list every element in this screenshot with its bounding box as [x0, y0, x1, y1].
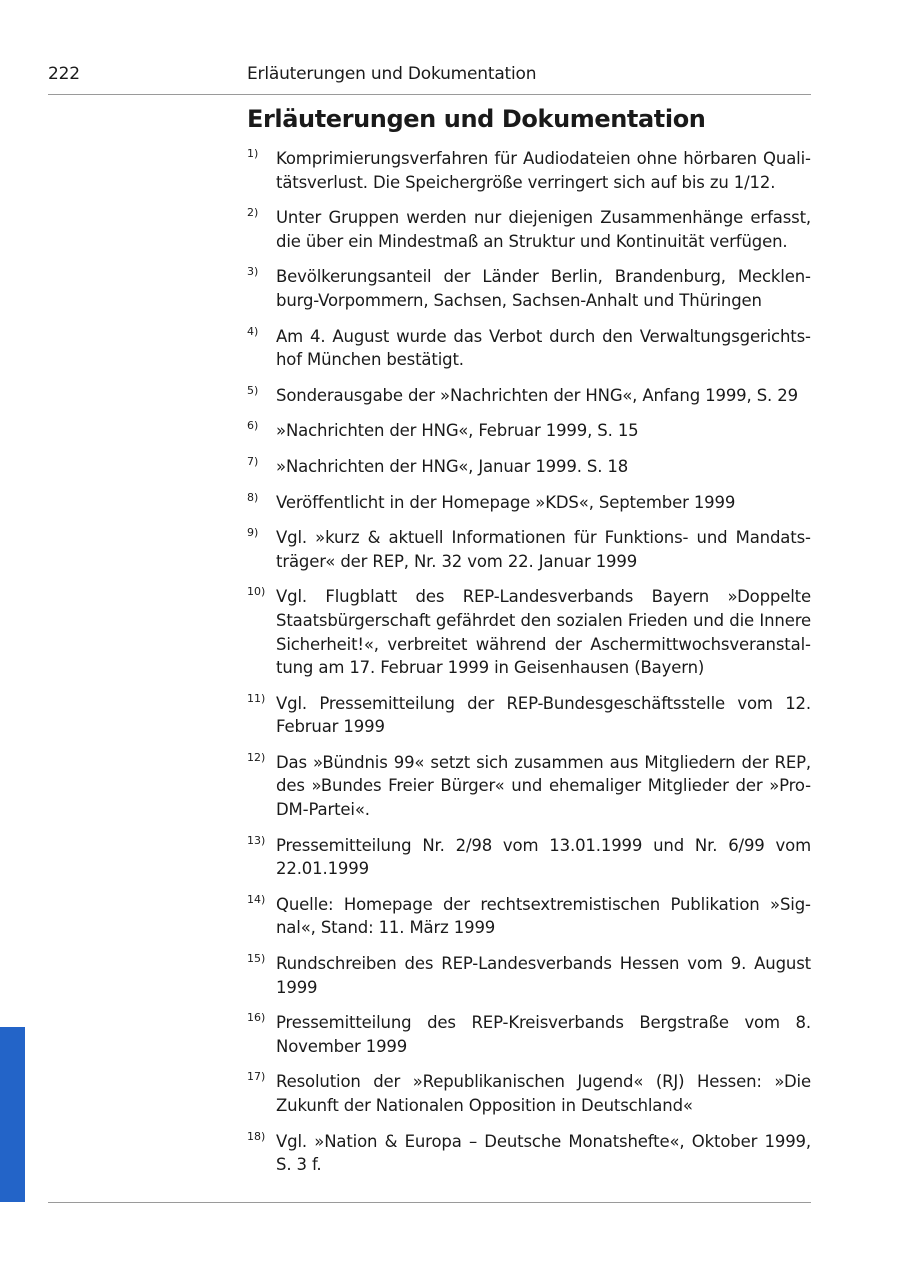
- endnote-text: Vgl. »kurz & aktuell Informationen für Funktions- und Mandatsträger« der REP, Nr. 32 vom 22. Januar 1999: [276, 528, 811, 571]
- page-number: 222: [48, 64, 80, 84]
- endnote-number: 3): [247, 265, 259, 279]
- endnote: [247, 455, 811, 479]
- endnote: [247, 147, 811, 194]
- endnote-number: 16): [247, 1011, 266, 1025]
- endnote-number: 6): [247, 419, 259, 433]
- endnote-text: Bevölkerungsanteil der Länder Berlin, Brandenburg, Mecklenburg-Vorpommern, Sachsen, Sachsen-Anhalt und Thüringen: [276, 267, 811, 310]
- endnote-number: 4): [247, 324, 259, 338]
- endnote: [247, 834, 811, 881]
- endnote-text: Das »Bündnis 99« setzt sich zusammen aus Mitgliedern der REP, des »Bundes Freier Bürger« und ehemaliger Mitglieder der »Pro-DM-Partei«.: [276, 752, 811, 820]
- endnote-text: Unter Gruppen werden nur diejenigen Zusammenhänge erfasst, die über ein Mindestmaß an Struktur und Kontinuität verfügen.: [276, 208, 811, 251]
- endnote: [247, 751, 811, 822]
- endnote-number: 12): [247, 750, 266, 764]
- endnote: [247, 893, 811, 940]
- endnote: [247, 692, 811, 739]
- endnote-number: 9): [247, 526, 259, 540]
- endnote-text: Quelle: Homepage der rechtsextremistischen Publikation »Signal«, Stand: 11. März 1999: [276, 894, 811, 938]
- chapter-side-tab: [0, 1027, 25, 1202]
- endnote: [247, 952, 811, 999]
- endnote-text: Am 4. August wurde das Verbot durch den Verwaltungsgerichtshof München bestätigt.: [276, 326, 811, 370]
- endnote: [247, 585, 811, 679]
- endnote-text: Resolution der »Republikanischen Jugend« (RJ) Hessen: »Die Zukunft der Nationalen Opposition in Deutschland«: [276, 1072, 811, 1115]
- footer-divider: [48, 1202, 811, 1203]
- endnote-number: 10): [247, 585, 266, 599]
- endnote-text: »Nachrichten der HNG«, Februar 1999, S. 15: [276, 421, 639, 441]
- endnote-text: Pressemitteilung Nr. 2/98 vom 13.01.1999 und Nr. 6/99 vom 22.01.1999: [276, 835, 811, 879]
- endnote: [247, 265, 811, 312]
- endnote: [247, 384, 811, 408]
- page-header: [48, 64, 811, 95]
- endnote-number: 5): [247, 383, 259, 397]
- endnote-text: Sonderausgabe der »Nachrichten der HNG«, Anfang 1999, S. 29: [276, 385, 798, 405]
- endnote-text: Vgl. Flugblatt des REP-Landesverbands Bayern »Doppelte Staatsbürgerschaft gefährdet den sozialen Frieden und die Innere Sicherheit!«, verbreitet während der Aschermittwochsveranstaltung am 17. Februar 1999 in Geisenhausen (Bayern): [276, 587, 811, 678]
- endnote-text: Pressemitteilung des REP-Kreisverbands Bergstraße vom 8. November 1999: [276, 1013, 811, 1056]
- main-content: [247, 103, 811, 1189]
- endnote-number: 7): [247, 454, 259, 468]
- endnote-text: Komprimierungsverfahren für Audiodateien ohne hörbaren Qualitätsverlust. Die Speichergröße verringert sich auf bis zu 1/12.: [276, 149, 811, 192]
- endnote: [247, 491, 811, 515]
- endnote-number: 13): [247, 833, 266, 847]
- endnote-text: Veröffentlicht in der Homepage »KDS«, September 1999: [276, 492, 736, 512]
- endnotes-list: [247, 147, 811, 1177]
- endnote-number: 2): [247, 206, 259, 220]
- endnote-number: 1): [247, 147, 259, 160]
- endnote-number: 8): [247, 490, 259, 504]
- endnote-number: 11): [247, 691, 266, 705]
- endnote-text: Vgl. »Nation & Europa – Deutsche Monatshefte«, Oktober 1999, S. 3 f.: [276, 1131, 811, 1175]
- endnote-number: 18): [247, 1129, 266, 1143]
- endnote-text: Rundschreiben des REP-Landesverbands Hessen vom 9. August 1999: [276, 954, 811, 997]
- endnote: [247, 526, 811, 573]
- endnote: [247, 325, 811, 372]
- endnote: [247, 206, 811, 253]
- endnote-number: 17): [247, 1070, 266, 1084]
- section-title: Erläuterungen und Dokumentation: [247, 105, 706, 133]
- running-head: Erläuterungen und Dokumentation: [247, 64, 537, 84]
- endnote: [247, 1011, 811, 1058]
- endnote-number: 14): [247, 892, 266, 906]
- endnote: [247, 1130, 811, 1177]
- endnote-text: »Nachrichten der HNG«, Januar 1999. S. 18: [276, 456, 629, 476]
- endnote-number: 15): [247, 952, 266, 966]
- endnote: [247, 1070, 811, 1117]
- endnote: [247, 419, 811, 443]
- endnote-text: Vgl. Pressemitteilung der REP-Bundesgeschäftsstelle vom 12. Februar 1999: [276, 693, 811, 737]
